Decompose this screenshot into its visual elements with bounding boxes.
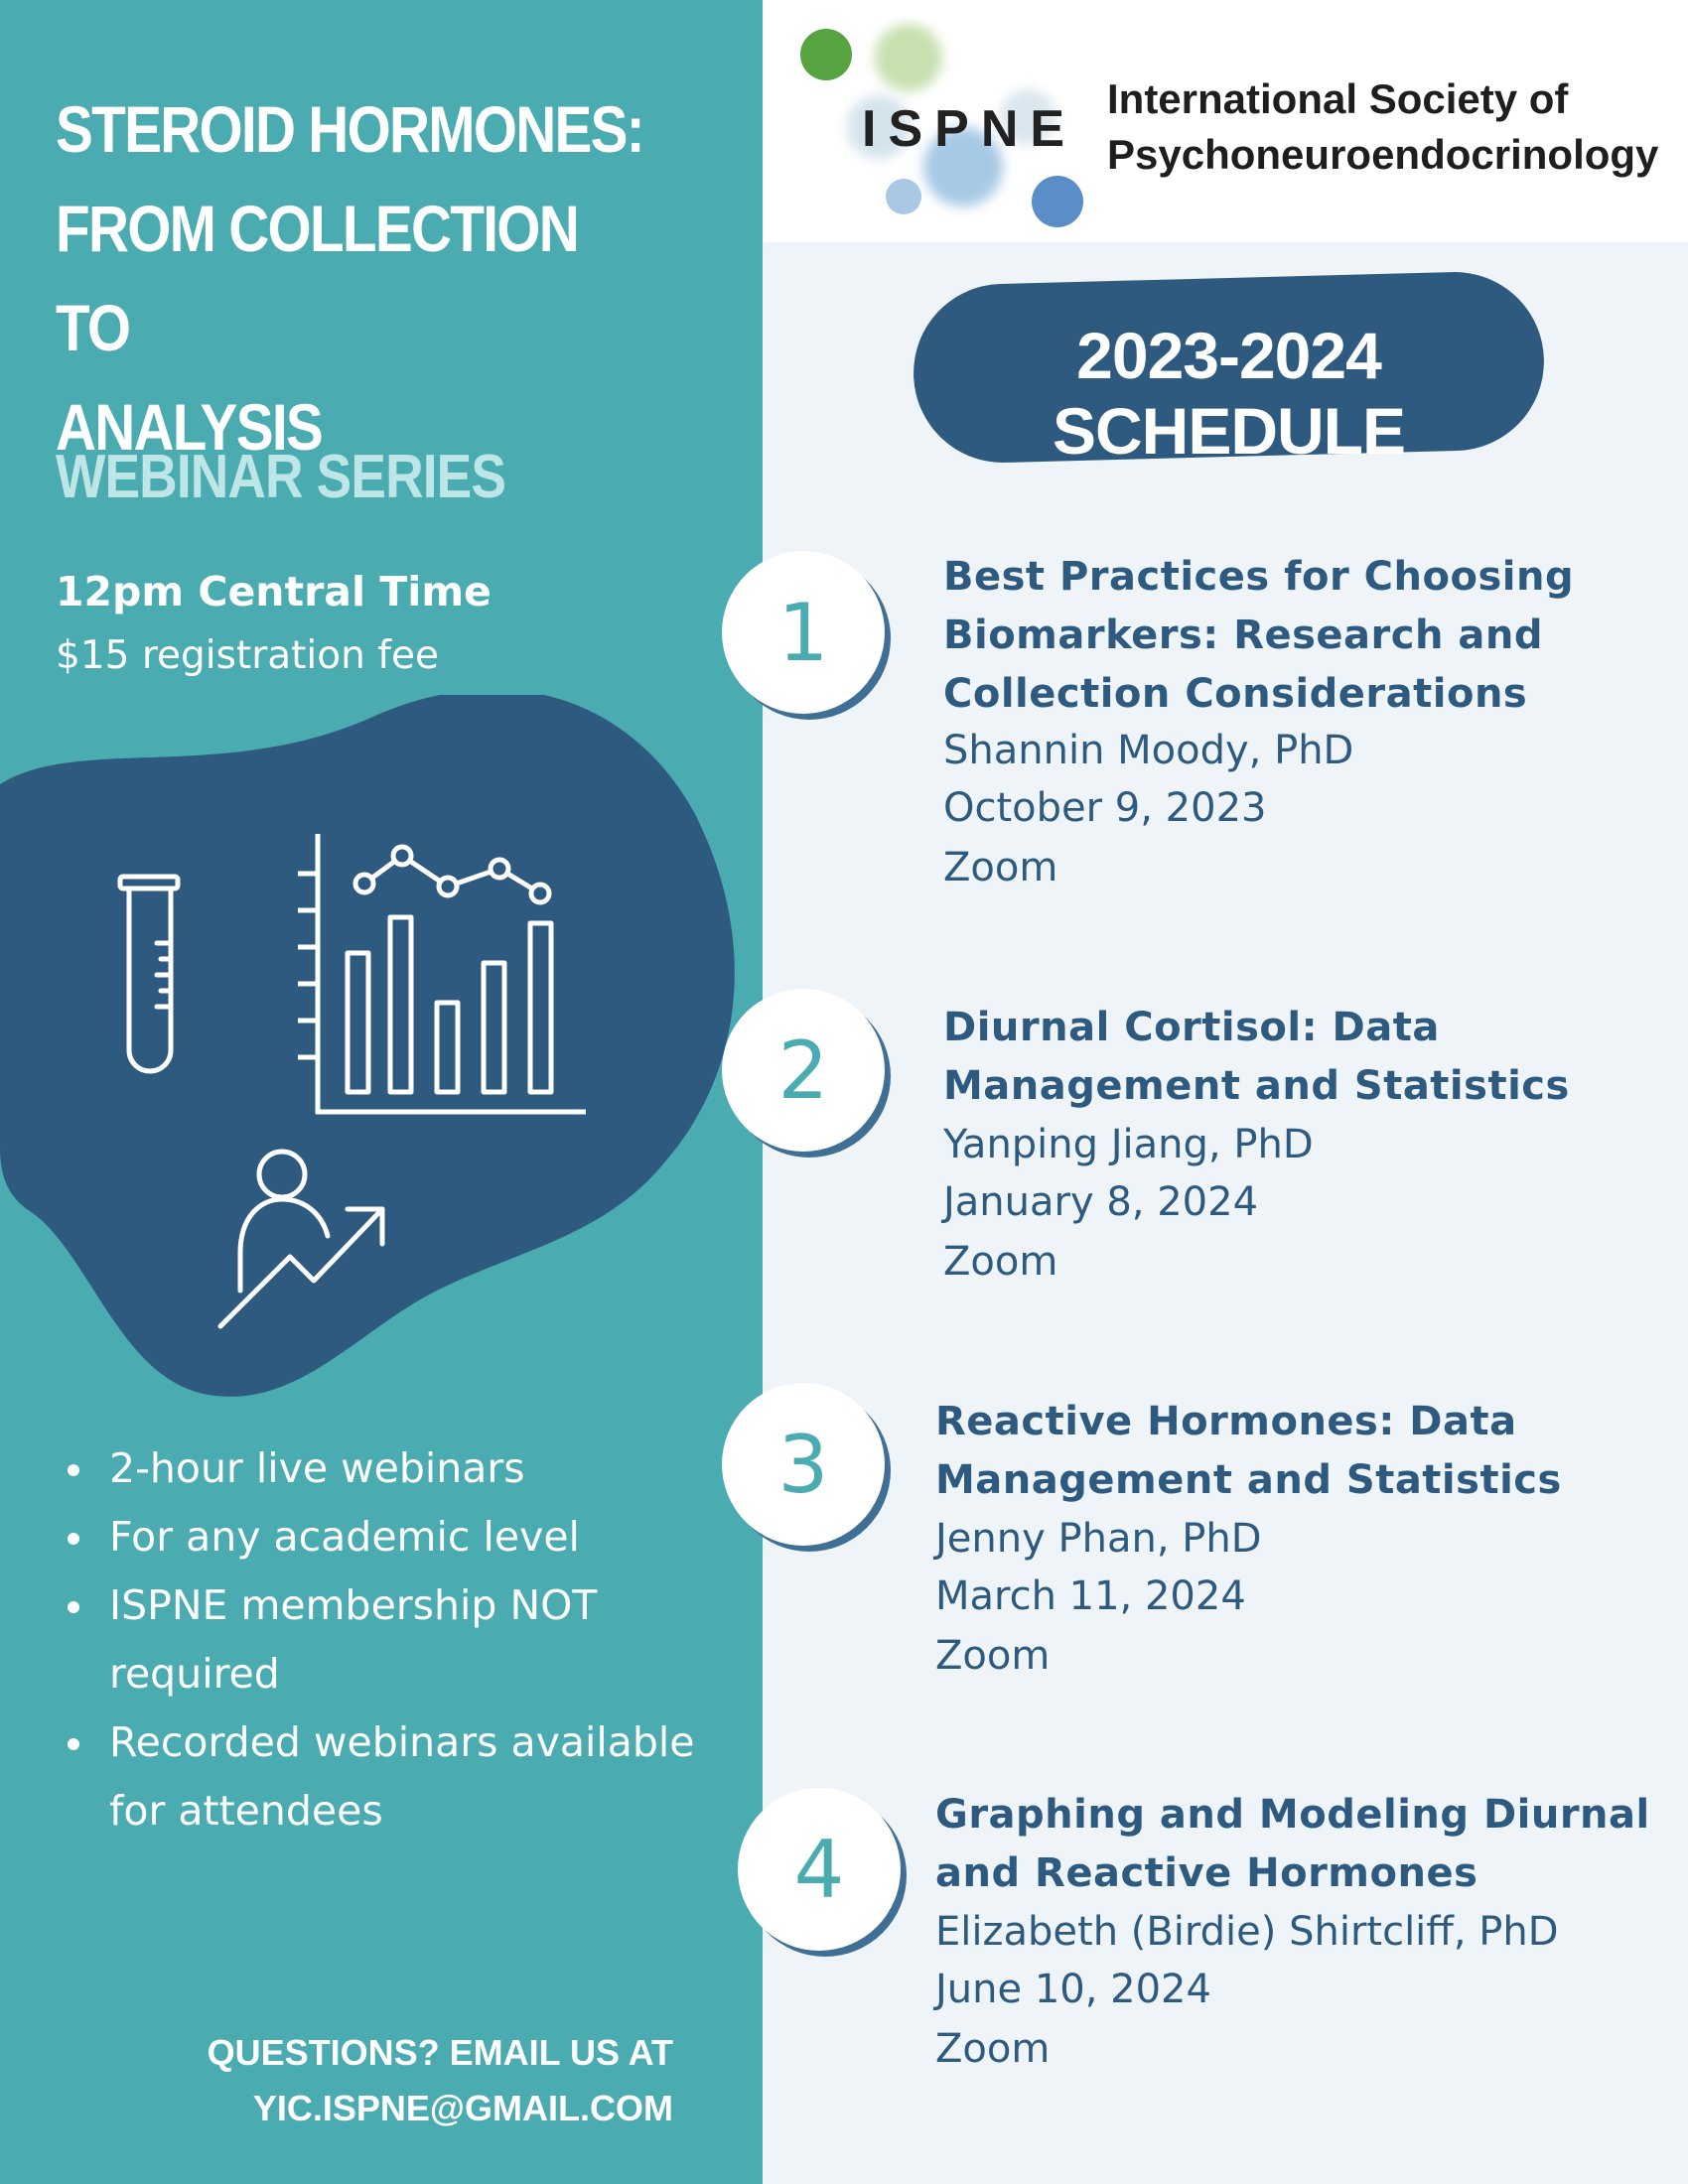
time-text: 12pm Central Time [56, 568, 492, 615]
session-number-badge: 2 [722, 989, 885, 1152]
logo-blue-dot [1032, 176, 1083, 227]
bar-line-chart-icon [298, 834, 586, 1114]
session-title[interactable]: Graphing and Modeling Diurnal and Reactive Hormones [935, 1792, 1650, 1896]
session-title[interactable]: Diurnal Cortisol: Data Management and Statistics [943, 1005, 1570, 1109]
session-date: March 11, 2024 [935, 1573, 1246, 1619]
session-title[interactable]: Best Practices for Choosing Biomarkers: Research and Collection Considerations [943, 554, 1575, 717]
session-speaker: Yanping Jiang, PhD [943, 1122, 1314, 1167]
contact-text: QUESTIONS? EMAIL US AT [207, 2032, 673, 2073]
title-line-3: ANALYSIS [56, 390, 323, 464]
schedule-heading: 2023-2024 SCHEDULE [1052, 319, 1406, 468]
feature-item: 2-hour live webinars [60, 1434, 695, 1503]
session-location: Zoom [935, 2026, 1051, 2072]
session-date: October 9, 2023 [943, 785, 1267, 831]
contact-email-link[interactable]: YIC.ISPNE@GMAIL.COM [252, 2088, 673, 2128]
session-location: Zoom [943, 1239, 1058, 1285]
left-panel [0, 0, 763, 2184]
session-title[interactable]: Reactive Hormones: Data Management and Statistics [935, 1399, 1562, 1503]
feature-item: Recorded webinars available for attendees [60, 1708, 695, 1845]
session-speaker: Jenny Phan, PhD [935, 1516, 1262, 1562]
contact-block [208, 2025, 673, 2136]
person-growth-arrow-icon [220, 1152, 382, 1326]
session-speaker: Elizabeth (Birdie) Shirtcliff, PhD [935, 1909, 1559, 1955]
logo-acronym: ISPNE [862, 100, 1077, 158]
test-tube-icon [120, 877, 178, 1071]
session-date: June 10, 2024 [935, 1967, 1211, 2012]
logo-org-line-1: International Society of [1107, 75, 1569, 122]
feature-item: For any academic level [60, 1503, 695, 1571]
logo-org-name [1107, 71, 1658, 183]
fee-text: $15 registration fee [56, 633, 439, 678]
session-number-badge: 1 [722, 551, 885, 714]
feature-item: ISPNE membership NOT required [60, 1571, 695, 1708]
features-list [60, 1434, 695, 1845]
session-location: Zoom [935, 1633, 1051, 1679]
session-speaker: Shannin Moody, PhD [943, 728, 1354, 773]
session-number-badge: 3 [722, 1383, 885, 1546]
session-number-badge: 4 [738, 1788, 901, 1951]
title-line-1: STEROID HORMONES: [56, 92, 643, 166]
illustration-icons [0, 0, 763, 1410]
logo-org-line-2: Psychoneuroendocrinology [1107, 131, 1659, 178]
logo-green-dot [800, 29, 852, 80]
series-label: WEBINAR SERIES [56, 443, 506, 511]
session-location: Zoom [943, 845, 1058, 890]
title-line-2: FROM COLLECTION TO [56, 192, 578, 364]
session-date: January 8, 2024 [943, 1179, 1259, 1225]
logo-light-dot [886, 179, 921, 214]
